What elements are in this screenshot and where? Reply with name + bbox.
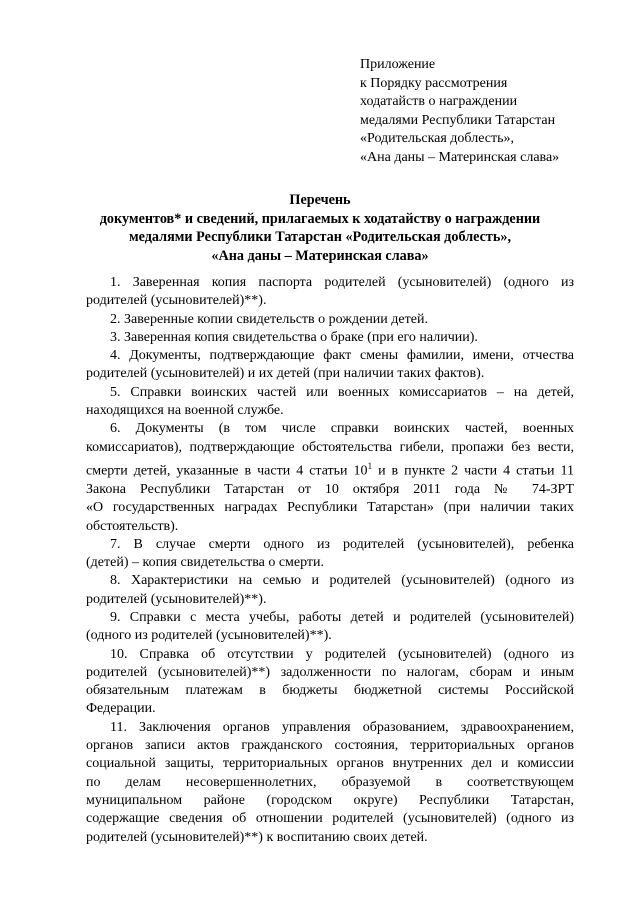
appendix-block <box>360 56 620 168</box>
item-line: родителей (усыновителей) и их детей (при наличии таких фактов). <box>86 366 485 382</box>
appendix-line: «Родительская доблесть», <box>360 131 514 147</box>
item-line: комиссариатов), подтверждающие обстоятельства гибели, пропажи без вести, <box>86 439 574 455</box>
item-line: родителей (усыновителей)**). <box>86 591 267 607</box>
item-line: Закона Республики Татарстан от 10 октября 2011 года № 74-ЗРТ <box>86 481 574 497</box>
item-line: 11. Заключения органов управления образованием, здравоохранением, <box>110 719 574 735</box>
item-line: родителей (усыновителей)**) к воспитанию своих детей. <box>86 829 428 845</box>
item-line: по делам несовершеннолетних, образуемой в соответствующем <box>86 774 574 790</box>
item-line-with-sup <box>86 457 574 481</box>
item-line: (одного из родителей (усыновителей)**). <box>86 628 332 644</box>
list-item-9 <box>86 609 574 646</box>
documents-list <box>86 274 574 847</box>
list-item-8 <box>86 572 574 609</box>
list-item-11 <box>86 719 574 847</box>
title-line: документов* и сведений, прилагаемых к ходатайству о награждении <box>99 210 541 227</box>
list-item-6 <box>86 420 574 535</box>
list-item-5 <box>86 384 574 421</box>
item-line: 10. Справка об отсутствии у родителей (усыновителей) (одного из <box>110 646 574 662</box>
item-line: обстоятельств). <box>86 518 179 534</box>
item-line: находящихся на военной службе. <box>86 403 284 419</box>
item-line: родителей (усыновителей)**). <box>86 293 267 309</box>
superscript: 1 <box>367 460 373 471</box>
item-line: «О государственных наградах Республики Татарстан» (при наличии таких <box>86 500 574 516</box>
item-line: органов записи актов гражданского состояния, территориальных органов <box>86 738 574 754</box>
appendix-line: «Ана даны – Материнская слава» <box>360 149 560 165</box>
item-line: 2. Заверенные копии свидетельств о рождении детей. <box>110 311 428 327</box>
item-line: 4. Документы, подтверждающие факт смены фамилии, имени, отчества <box>110 348 574 364</box>
list-item-7 <box>86 536 574 573</box>
list-item-10 <box>86 646 574 719</box>
item-line: Федерации. <box>86 701 156 717</box>
appendix-line: Приложение <box>360 57 436 72</box>
item-line: родителей (усыновителей)**) задолженности по налогам, сборам и иным <box>86 664 574 680</box>
appendix-line: медалями Республики Татарстан <box>360 112 556 128</box>
item-line: 6. Документы (в том числе справки воинских частей, военных <box>110 421 574 437</box>
item-line: 7. В случае смерти одного из родителей (усыновителей), ребенка <box>110 536 574 552</box>
title-line: Перечень <box>289 192 351 208</box>
item-line: (детей) – копия свидетельства о смерти. <box>86 555 325 571</box>
title-line: медалями Республики Татарстан «Родительская доблесть», <box>128 229 512 246</box>
list-item-2 <box>86 311 574 329</box>
document-title <box>70 191 570 265</box>
item-line: 1. Заверенная копия паспорта родителей (усыновителей) (одного из <box>110 275 574 290</box>
item-line: 3. Заверенная копия свидетельства о браке (при его наличии). <box>110 329 478 345</box>
item-line: 9. Справки с места учебы, работы детей и родителей (усыновителей) <box>110 610 574 625</box>
list-item-4 <box>86 347 574 384</box>
item-text: смерти детей, указанные в части 4 статьи 10 <box>86 463 368 479</box>
item-text: и в пункте 2 части 4 статьи 11 <box>378 463 574 479</box>
list-item-3 <box>86 329 574 347</box>
appendix-line: к Порядку рассмотрения <box>360 75 508 91</box>
title-line: «Ана даны – Материнская слава» <box>211 247 429 264</box>
item-line: муниципальном районе (городском округе) Республики Татарстан, <box>86 792 574 808</box>
item-line: содержащие сведения об отношении родителей (усыновителей) (одного из <box>86 811 574 827</box>
item-line: 5. Справки воинских частей или военных комиссариатов – на детей, <box>110 384 574 400</box>
item-line: 8. Характеристики на семью и родителей (усыновителей) (одного из <box>110 573 574 589</box>
item-line: социальной защиты, территориальных органов внутренних дел и комиссии <box>86 756 574 772</box>
appendix-line: ходатайств о награждении <box>360 94 518 110</box>
item-line: обязательным платежам в бюджеты бюджетной системы Российской <box>86 683 574 699</box>
list-item-1 <box>86 274 574 311</box>
